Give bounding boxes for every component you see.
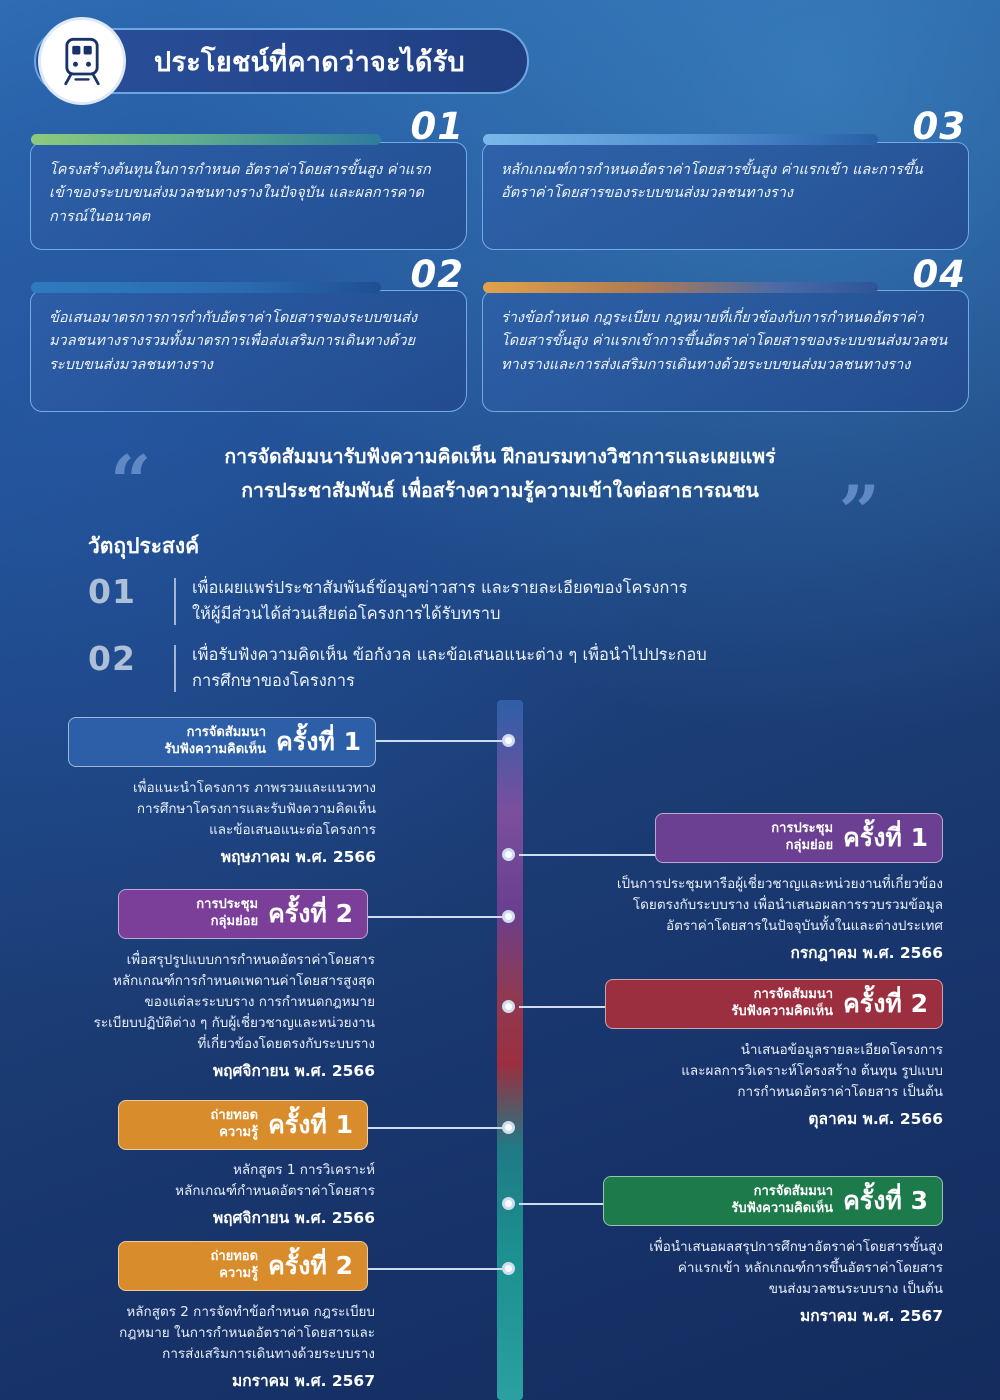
card-number: 03 (912, 105, 966, 148)
pill-big-label: ครั้งที่ 2 (268, 1250, 353, 1280)
timeline-pill-label (164, 725, 266, 758)
timeline-desc-7 (40, 1302, 375, 1393)
card-number: 01 (410, 105, 464, 148)
timeline-desc-3 (40, 950, 375, 1083)
objective-number: 02 (88, 638, 136, 678)
pill-line-1: ถ่ายทอด (210, 1108, 259, 1124)
desc-line: ขนส่งมวลชนระบบราง เป็นต้น (768, 1280, 943, 1297)
timeline-node-4 (502, 1000, 515, 1013)
timeline-pill-2 (655, 813, 943, 863)
timeline-connector-3 (368, 916, 505, 918)
pill-line-2: ความรู้ (219, 1124, 259, 1140)
timeline-pill-1 (68, 717, 376, 767)
timeline-desc-6 (545, 1237, 943, 1328)
card-number: 04 (912, 253, 966, 296)
objective-text (192, 575, 688, 628)
card-bar (483, 134, 878, 145)
objective-item-01 (88, 572, 928, 628)
desc-line: เป็นการประชุมหารือผู้เชี่ยวชาญและหน่วยงานที่เกี่ยวข้อง (616, 876, 943, 892)
desc-line: โดยตรงกับระบบราง เพื่อนำเสนอผลการรวบรวมข้อมูล (632, 896, 943, 913)
timeline-desc-1 (60, 778, 376, 869)
desc-line: การกำหนดอัตราค่าโดยสาร เป็นต้น (737, 1083, 943, 1100)
page-title: ประโยชน์ที่คาดว่าจะได้รับ (154, 46, 465, 78)
benefit-card-04 (482, 253, 969, 412)
objective-line-2: ให้ผู้มีส่วนได้ส่วนเสียต่อโครงการได้รับทราบ (192, 604, 501, 624)
desc-date: มกราคม พ.ศ. 2567 (232, 1371, 375, 1390)
desc-line: หลักเกณฑ์การกำหนดเพดานค่าโดยสารสูงสุด (112, 972, 375, 989)
pill-line-2: รับฟังความคิดเห็น (731, 1003, 834, 1019)
timeline-desc-4 (560, 1040, 943, 1131)
timeline-spine (497, 700, 523, 1400)
desc-line: หลักสูตร 2 การจัดทำข้อกำหนด กฎระเบียบ (126, 1304, 375, 1320)
desc-line: กฎหมาย ในการกำหนดอัตราค่าโดยสารและ (119, 1324, 375, 1341)
objectives-section (88, 530, 928, 709)
objective-line-1: เพื่อรับฟังความคิดเห็น ข้อกังวล และข้อเสนอแนะต่าง ๆ เพื่อนำไปประกอบ (192, 644, 707, 664)
timeline-connector-1 (375, 740, 505, 742)
desc-date: กรกฎาคม พ.ศ. 2566 (790, 943, 943, 962)
timeline-connector-6 (519, 1203, 607, 1205)
timeline-desc-2 (545, 874, 943, 965)
card-number: 02 (410, 253, 464, 296)
timeline-desc-5 (60, 1160, 375, 1230)
objective-line-2: การศึกษาของโครงการ (192, 671, 355, 691)
objectives-title: วัตถุประสงค์ (88, 534, 200, 558)
desc-line: และผลการวิเคราะห์โครงสร้าง ต้นทุน รูปแบบ (681, 1062, 943, 1079)
timeline-pill-label (210, 1108, 258, 1141)
pill-line-1: การจัดสัมมนา (753, 987, 834, 1003)
pill-big-label: ครั้งที่ 2 (268, 898, 353, 928)
pill-line-1: การจัดสัมมนา (186, 725, 267, 741)
card-text: ร่างข้อกำหนด กฎระเบียบ กฎหมายที่เกี่ยวข้องกับการกำหนดอัตราค่าโดยสารขั้นสูง ค่าแรกเข้าการขึ้นอัตราค่าโดยสารของระบบขนส่งมวลชนทางรางและการส่งเสริมการเดินทางด้วยระบบขนส่งมวลชนทางราง (501, 310, 948, 373)
timeline-connector-5 (368, 1127, 505, 1129)
timeline-pill-label (731, 987, 833, 1020)
pill-line-2: รับฟังความคิดเห็น (731, 1200, 834, 1216)
timeline-connector-7 (368, 1268, 505, 1270)
pill-line-1: การจัดสัมมนา (753, 1184, 834, 1200)
timeline-pill-4 (605, 979, 943, 1029)
desc-line: หลักสูตร 1 การวิเคราะห์ (233, 1162, 375, 1178)
timeline-connector-4 (519, 1006, 609, 1008)
objective-divider (174, 578, 176, 625)
benefit-card-01 (30, 105, 467, 250)
timeline-node-2 (502, 848, 515, 861)
card-bar (31, 134, 381, 145)
desc-line: เพื่อสรุปรูปแบบการกำหนดอัตราค่าโดยสาร (126, 952, 375, 968)
desc-date: ตุลาคม พ.ศ. 2566 (808, 1109, 943, 1128)
quote-line-1: การจัดสัมมนารับฟังความคิดเห็น ฝึกอบรมทางวิชาการและเผยแพร่ (224, 445, 776, 468)
timeline-pill-7 (118, 1241, 368, 1291)
objective-divider (174, 645, 176, 692)
objective-item-02 (88, 638, 928, 695)
desc-line: และข้อเสนอแนะต่อโครงการ (209, 821, 376, 838)
pill-big-label: ครั้งที่ 1 (276, 726, 361, 756)
desc-line: การศึกษาโครงการและรับฟังความคิดเห็น (136, 800, 376, 817)
timeline-pill-label (196, 897, 258, 930)
quote-close-icon: ” (838, 469, 880, 554)
pill-big-label: ครั้งที่ 2 (843, 988, 928, 1018)
pill-big-label: ครั้งที่ 1 (843, 822, 928, 852)
train-icon (38, 17, 126, 105)
pill-line-1: การประชุม (771, 821, 834, 837)
desc-line: ค่าแรกเข้า หลักเกณฑ์การขึ้นอัตราค่าโดยสาร (677, 1259, 943, 1276)
desc-line: เพื่อแนะนำโครงการ ภาพรวมและแนวทาง (133, 780, 376, 796)
pill-line-2: ความรู้ (219, 1265, 259, 1281)
objective-text (192, 642, 707, 695)
desc-line: นำเสนอข้อมูลรายละเอียดโครงการ (740, 1042, 943, 1058)
objective-line-1: เพื่อเผยแพร่ประชาสัมพันธ์ข้อมูลข่าวสาร และรายละเอียดของโครงการ (192, 578, 688, 597)
card-text: ข้อเสนอมาตรการการกำกับอัตราค่าโดยสารของระบบขนส่งมวลชนทางรางรวมทั้งมาตรการเพื่อส่งเสริมการเดินทางด้วยระบบขนส่งมวลชนทางราง (49, 310, 418, 373)
objective-number: 01 (88, 572, 136, 611)
card-bar (31, 282, 381, 293)
desc-line: ที่เกี่ยวข้องโดยตรงกับระบบราง (197, 1035, 375, 1052)
timeline-connector-2 (519, 854, 659, 856)
desc-line: อัตราค่าโดยสารในปัจจุบันทั้งในและต่างประเทศ (666, 917, 943, 934)
quote-line-2: การประชาสัมพันธ์ เพื่อสร้างความรู้ความเข้าใจต่อสาธารณชน (241, 479, 759, 503)
desc-line: หลักเกณฑ์กำหนดอัตราค่าโดยสาร (175, 1182, 375, 1199)
card-text: หลักเกณฑ์การกำหนดอัตราค่าโดยสารขั้นสูง ค่าแรกเข้า และการขึ้นอัตราค่าโดยสารของระบบขนส่งมวลชนทางราง (501, 162, 923, 202)
pill-line-2: กลุ่มย่อย (785, 837, 834, 853)
timeline-pill-label (771, 821, 833, 854)
desc-line: ของแต่ละระบบราง การกำหนดกฎหมาย (144, 993, 375, 1010)
card-bar (483, 282, 878, 293)
timeline-pill-label (210, 1249, 258, 1282)
timeline-pill-label (731, 1184, 833, 1217)
timeline-pill-6 (603, 1176, 943, 1226)
pill-big-label: ครั้งที่ 3 (843, 1185, 928, 1215)
train-icon-svg (56, 35, 108, 87)
desc-line: เพื่อนำเสนอผลสรุปการศึกษาอัตราค่าโดยสารขั้นสูง (649, 1239, 943, 1255)
pill-line-1: การประชุม (196, 897, 259, 913)
timeline-section (0, 700, 1000, 1400)
pill-big-label: ครั้งที่ 1 (268, 1109, 353, 1139)
desc-date: มกราคม พ.ศ. 2567 (800, 1306, 943, 1325)
benefit-card-02 (30, 253, 467, 412)
desc-date: พฤศจิกายน พ.ศ. 2566 (212, 1208, 375, 1227)
desc-line: ระเบียบปฏิบัติต่าง ๆ กับผู้เชี่ยวชาญและหน่วยงาน (93, 1014, 375, 1031)
card-text: โครงสร้างต้นทุนในการกำหนด อัตราค่าโดยสารขั้นสูง ค่าแรกเข้าของระบบขนส่งมวลชนทางรางในปัจจุบัน และผลการคาดการณ์ในอนาคต (49, 162, 431, 225)
timeline-node-6 (502, 1197, 515, 1210)
timeline-pill-5 (118, 1100, 368, 1150)
pill-line-1: ถ่ายทอด (210, 1249, 259, 1265)
benefit-card-03 (482, 105, 969, 250)
desc-date: พฤศจิกายน พ.ศ. 2566 (212, 1061, 375, 1080)
desc-line: การส่งเสริมการเดินทางด้วยระบบราง (162, 1345, 375, 1362)
desc-date: พฤษภาคม พ.ศ. 2566 (220, 847, 376, 866)
quote-open-icon: “ (110, 439, 152, 524)
pill-line-2: กลุ่มย่อย (210, 913, 259, 929)
pill-line-2: รับฟังความคิดเห็น (164, 741, 267, 757)
timeline-pill-3 (118, 889, 368, 939)
